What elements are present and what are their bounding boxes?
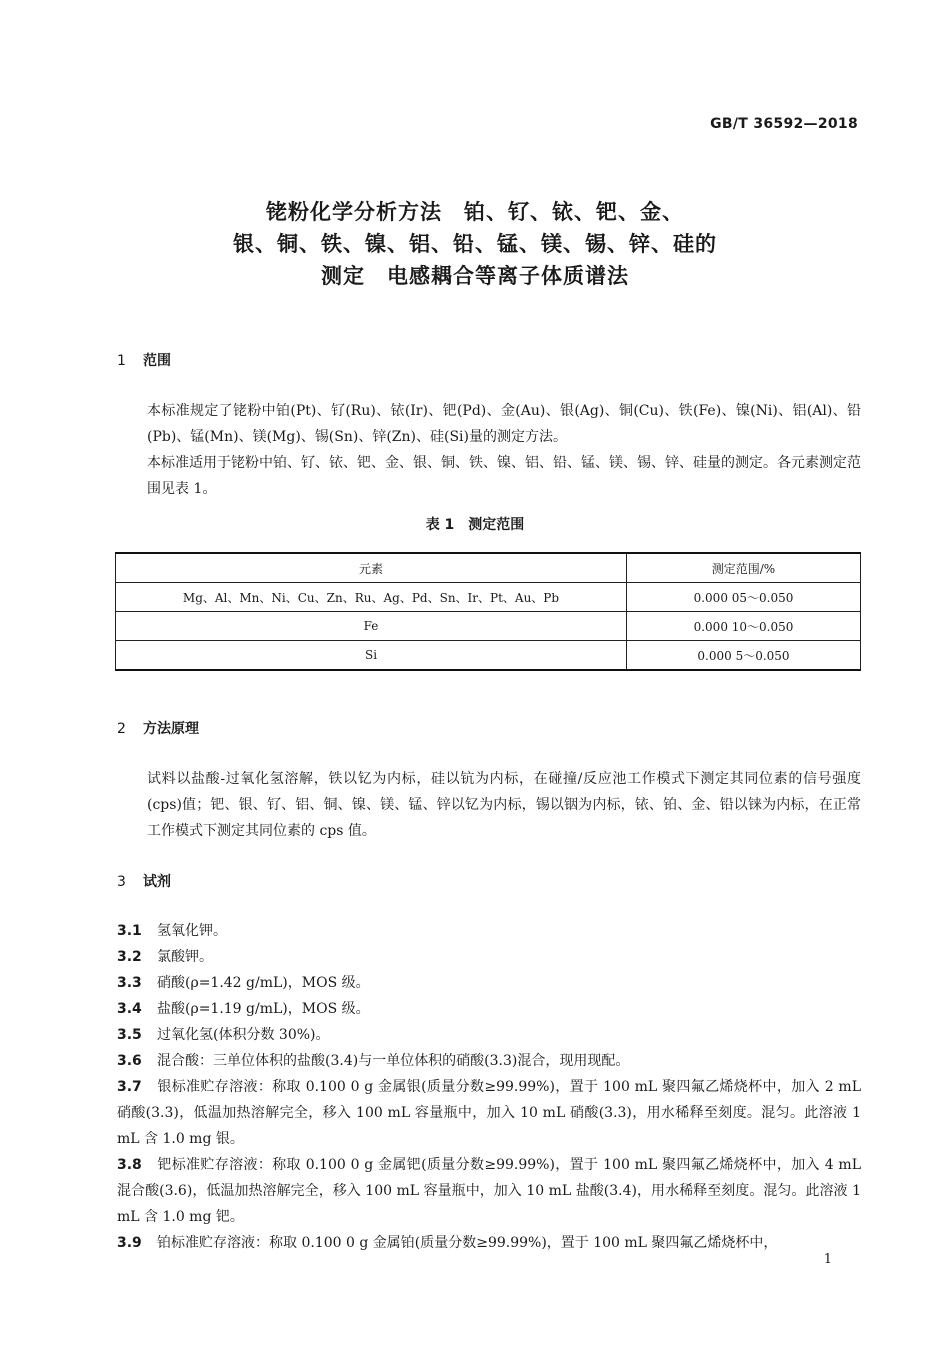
table-cell: 0.000 5～0.050 bbox=[627, 641, 861, 671]
document-title bbox=[0, 196, 950, 292]
paragraph: 本标准规定了铑粉中铂(Pt)、钌(Ru)、铱(Ir)、钯(Pd)、金(Au)、银(Ag)、铜(Cu)、铁(Fe)、镍(Ni)、铝(Al)、铅(Pb)、锰(Mn)、镁(Mg)、锡(Sn)、锌(Zn)、硅(Si)量的测定方法。 bbox=[147, 403, 861, 445]
section-number: 2 bbox=[117, 721, 126, 737]
table-cell: 0.000 05～0.050 bbox=[627, 583, 861, 612]
reagent-list bbox=[117, 918, 861, 1256]
section-2-heading bbox=[117, 718, 199, 738]
section-3-heading bbox=[117, 871, 171, 891]
table-row bbox=[116, 641, 861, 671]
list-item bbox=[117, 1074, 861, 1152]
item-number: 3.4 bbox=[117, 1001, 142, 1017]
standard-code: GB/T 36592—2018 bbox=[710, 116, 858, 132]
list-item bbox=[117, 1048, 861, 1074]
list-item bbox=[117, 918, 861, 944]
item-number: 3.7 bbox=[117, 1079, 142, 1095]
section-1-body bbox=[117, 398, 861, 502]
item-text: 铂标准贮存溶液：称取 0.100 0 g 金属铂(质量分数≥99.99%)，置于 100 mL 聚四氟乙烯烧杯中， bbox=[157, 1235, 778, 1251]
list-item bbox=[117, 1152, 861, 1230]
item-text: 混合酸：三单位体积的盐酸(3.4)与一单位体积的硝酸(3.3)混合，现用现配。 bbox=[157, 1053, 630, 1069]
item-text: 过氧化氢(体积分数 30%)。 bbox=[157, 1027, 330, 1043]
item-text: 钯标准贮存溶液：称取 0.100 0 g 金属钯(质量分数≥99.99%)，置于 100 mL 聚四氟乙烯烧杯中，加入 4 mL 混合酸(3.6)，低温加热溶解完全，移入 100 mL 容量瓶中，加入 10 mL 盐酸(3.4)，用水稀释至刻度。混匀。此溶液 1 mL 含 1.0 mg 钯。 bbox=[117, 1157, 861, 1225]
paragraph: 试料以盐酸-过氧化氢溶解，铁以钇为内标，硅以钪为内标，在碰撞/反应池工作模式下测定其同位素的信号强度(cps)值；钯、银、钌、铝、铜、镍、镁、锰、锌以钇为内标，锡以铟为内标，铱、铂、金、铅以铼为内标，在正常工作模式下测定其同位素的 cps 值。 bbox=[147, 771, 861, 839]
table-caption: 表 1 测定范围 bbox=[425, 517, 525, 533]
section-number: 3 bbox=[117, 874, 126, 890]
table-header-row bbox=[116, 553, 861, 583]
title-line-3: 测定 电感耦合等离子体质谱法 bbox=[321, 264, 629, 288]
measurement-range-table bbox=[115, 552, 861, 671]
page-number: 1 bbox=[823, 1252, 832, 1267]
item-number: 3.5 bbox=[117, 1027, 142, 1043]
title-line-1: 铑粉化学分析方法 铂、钌、铱、钯、金、 bbox=[266, 200, 684, 224]
list-item bbox=[117, 1022, 861, 1048]
paragraph: 本标准适用于铑粉中铂、钌、铱、钯、金、银、铜、铁、镍、铝、铅、锰、镁、锡、锌、硅量的测定。各元素测定范围见表 1。 bbox=[147, 455, 861, 497]
table-header-cell: 元素 bbox=[116, 553, 627, 583]
table-cell: Mg、Al、Mn、Ni、Cu、Zn、Ru、Ag、Pd、Sn、Ir、Pt、Au、Pb bbox=[116, 583, 627, 612]
table-row bbox=[116, 612, 861, 641]
item-text: 盐酸(ρ=1.19 g/mL)，MOS 级。 bbox=[157, 1001, 370, 1017]
list-item bbox=[117, 1230, 861, 1256]
item-number: 3.8 bbox=[117, 1157, 142, 1173]
item-text: 硝酸(ρ=1.42 g/mL)，MOS 级。 bbox=[157, 975, 370, 991]
section-title: 范围 bbox=[143, 353, 171, 369]
table-header-cell: 测定范围/% bbox=[627, 553, 861, 583]
title-line-2: 银、铜、铁、镍、铝、铅、锰、镁、锡、锌、硅的 bbox=[233, 232, 717, 256]
list-item bbox=[117, 970, 861, 996]
item-number: 3.9 bbox=[117, 1235, 142, 1251]
section-2-body bbox=[117, 766, 861, 844]
list-item bbox=[117, 996, 861, 1022]
section-number: 1 bbox=[117, 353, 126, 369]
section-title: 试剂 bbox=[143, 874, 171, 890]
item-text: 银标准贮存溶液：称取 0.100 0 g 金属银(质量分数≥99.99%)，置于 100 mL 聚四氟乙烯烧杯中，加入 2 mL 硝酸(3.3)，低温加热溶解完全，移入 100 mL 容量瓶中，加入 10 mL 硝酸(3.3)，用水稀释至刻度。混匀。此溶液 1 mL 含 1.0 mg 银。 bbox=[117, 1079, 861, 1147]
item-number: 3.3 bbox=[117, 975, 142, 991]
table-row bbox=[116, 583, 861, 612]
table-cell: 0.000 10～0.050 bbox=[627, 612, 861, 641]
table-cell: Si bbox=[116, 641, 627, 671]
item-number: 3.2 bbox=[117, 949, 142, 965]
item-number: 3.1 bbox=[117, 923, 142, 939]
list-item bbox=[117, 944, 861, 970]
section-1-heading bbox=[117, 350, 171, 370]
item-text: 氢氧化钾。 bbox=[157, 923, 227, 939]
item-number: 3.6 bbox=[117, 1053, 142, 1069]
section-title: 方法原理 bbox=[143, 721, 199, 737]
table-cell: Fe bbox=[116, 612, 627, 641]
item-text: 氯酸钾。 bbox=[157, 949, 213, 965]
